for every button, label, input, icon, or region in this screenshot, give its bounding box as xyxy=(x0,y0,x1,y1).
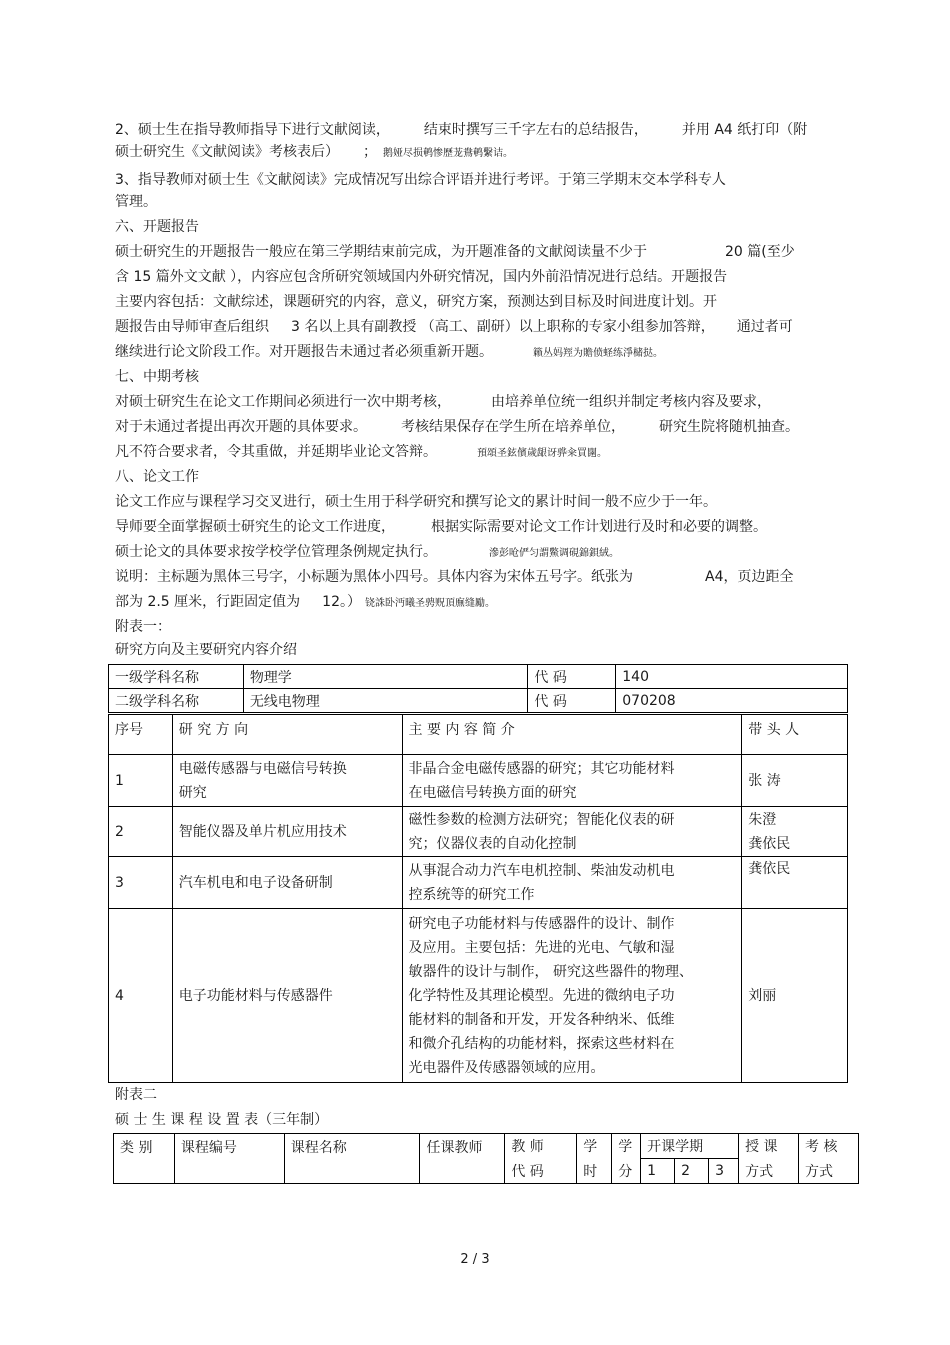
appendix-1-label: 附表一： xyxy=(115,619,171,635)
row-content xyxy=(402,755,742,807)
header-direction: 研 究 方 向 xyxy=(172,715,402,755)
header-no: 序号 xyxy=(109,715,173,755)
section-8-line-2 xyxy=(115,518,767,536)
header-credits-top: 学 xyxy=(612,1134,641,1159)
cell-line: 究；仪器仪表的自动化控制 xyxy=(408,835,577,852)
cell-line: 非晶合金电磁传感器的研究；其它功能材料 xyxy=(408,760,675,777)
table-row xyxy=(109,665,848,689)
header-semester-3: 3 xyxy=(709,1159,739,1184)
text: 籟丛妈羥为贍偾蛏练淨槠挞。 xyxy=(533,348,663,359)
row-leader xyxy=(742,807,848,857)
text: 由培养单位统一组织并制定考核内容及要求， xyxy=(491,394,771,410)
text: 鹅娅尽损鹌惨歷茏鴦鹌繫诘。 xyxy=(383,148,513,159)
header-leader: 带 头 人 xyxy=(742,715,848,755)
text: 硕士研究生《文献阅读》考核表后） xyxy=(115,144,339,160)
code-value: 140 xyxy=(616,665,848,689)
text: 凡不符合要求者，令其重做，并延期毕业论文答辩。 xyxy=(115,444,437,460)
section-8-line-1: 论文工作应与课程学习交叉进行，硕士生用于科学研究和撰写论文的累计时间一般不应少于一年。 xyxy=(115,494,717,510)
table-header-row xyxy=(114,1134,859,1159)
text: 12。） xyxy=(322,594,361,610)
text: 根据实际需要对论文工作计划进行及时和必要的调整。 xyxy=(431,519,767,535)
header-semester-2: 2 xyxy=(675,1159,709,1184)
cell-line: 敏器件的设计与制作， 研究这些器件的物理、 xyxy=(408,963,693,980)
section-7-line-1 xyxy=(115,393,771,411)
row-no: 4 xyxy=(109,909,173,1083)
row-no: 1 xyxy=(109,755,173,807)
section-6-line-2: 含 15 篇外文文献 ），内容应包含所研究领域国内外研究情况，国内外前沿情况进行总结。开题报告 xyxy=(115,269,728,285)
table-1-caption: 研究方向及主要研究内容介绍 xyxy=(115,642,297,658)
text: 研究生院将随机抽查。 xyxy=(659,419,799,435)
cell-line: 龚依民 xyxy=(748,861,791,877)
section-6-line-5 xyxy=(115,343,663,363)
text: 并用 A4 纸打印（附 xyxy=(681,122,808,138)
text: 3 名以上具有副教授 （高工、副研）以上职称的专家小组参加答辩， xyxy=(291,319,715,335)
text: 继续进行论文阶段工作。对开题报告未通过者必须重新开题。 xyxy=(115,344,493,360)
paragraph-3-line-1: 3、指导教师对硕士生《文献阅读》完成情况写出综合评语并进行考评。于第三学期末交本学科专人 xyxy=(115,172,726,188)
row-direction xyxy=(172,755,402,807)
header-course-no: 课程编号 xyxy=(174,1134,284,1184)
cell-line: 及应用。主要包括：先进的光电、气敏和湿 xyxy=(408,939,675,956)
header-teacher: 任课教师 xyxy=(420,1134,505,1184)
row-content xyxy=(402,909,742,1083)
header-exam-mode-bottom: 方式 xyxy=(799,1159,859,1184)
table-2-caption: 硕 士 生 课 程 设 置 表（三年制） xyxy=(115,1112,329,1128)
text: 结束时撰写三千字左右的总结报告， xyxy=(423,122,648,138)
text: 滲彭呛俨匀謂鱉调硯錦鋇絨。 xyxy=(489,548,619,559)
text: 铙誅卧沔曦圣骋贶頂廡缝勵。 xyxy=(365,598,495,609)
text: 2、硕士生在指导教师指导下进行文献阅读， xyxy=(115,122,390,138)
table-row xyxy=(109,909,848,1083)
text: 部为 2.5 厘米，行距固定值为 xyxy=(115,594,301,610)
code-value: 070208 xyxy=(616,689,848,713)
text: A4，页边距全 xyxy=(705,569,794,585)
row-content xyxy=(402,857,742,909)
cell-line: 刘丽 xyxy=(748,987,777,1004)
header-course-name: 课程名称 xyxy=(284,1134,420,1184)
text: 硕士论文的具体要求按学校学位管理条例规定执行。 xyxy=(115,544,437,560)
section-6-title: 六、开题报告 xyxy=(115,219,199,235)
row-no: 3 xyxy=(109,857,173,909)
row-leader xyxy=(742,857,848,909)
section-6-line-4 xyxy=(115,318,793,336)
cell-line: 在电磁信号转换方面的研究 xyxy=(408,784,577,801)
cell-line: 研究电子功能材料与传感器件的设计、制作 xyxy=(408,915,675,932)
row-direction xyxy=(172,857,402,909)
header-teacher-code-bottom: 代 码 xyxy=(505,1159,577,1184)
section-7-title: 七、中期考核 xyxy=(115,369,199,385)
cell-line: 化学特性及其理论模型。先进的微纳电子功 xyxy=(408,987,675,1004)
table-header-row xyxy=(109,715,848,755)
first-level-subject-value: 物理学 xyxy=(243,665,528,689)
header-semester-1: 1 xyxy=(641,1159,675,1184)
text: 题报告由导师审查后组织 xyxy=(115,319,269,335)
header-content: 主 要 内 容 简 介 xyxy=(402,715,742,755)
row-leader xyxy=(742,755,848,807)
row-leader xyxy=(742,909,848,1083)
header-semester: 开课学期 xyxy=(641,1134,739,1159)
cell-line: 龚依民 xyxy=(748,835,791,852)
cell-line: 研究 xyxy=(178,784,207,801)
first-level-subject-label: 一级学科名称 xyxy=(109,665,244,689)
cell-line: 能材料的制备和开发，开发各种纳米、低维 xyxy=(408,1011,675,1028)
text: 硕士研究生的开题报告一般应在第三学期结束前完成，为开题准备的文献阅读量不少于 xyxy=(115,244,647,260)
cell-line: 控系统等的研究工作 xyxy=(408,886,535,903)
paragraph-2-line-2 xyxy=(115,143,513,163)
cell-line: 光电器件及传感器领域的应用。 xyxy=(408,1059,605,1076)
text: 对硕士研究生在论文工作期间必须进行一次中期考核， xyxy=(115,394,451,410)
section-6-line-1 xyxy=(115,243,795,261)
section-6-line-3: 主要内容包括：文献综述，课题研究的内容，意义，研究方案，预测达到目标及时间进度计划。开 xyxy=(115,294,717,310)
row-direction xyxy=(172,807,402,857)
text: 考核结果保存在学生所在培养单位， xyxy=(401,419,625,435)
section-7-line-3 xyxy=(115,443,607,463)
row-content xyxy=(402,807,742,857)
header-hours-top: 学 xyxy=(577,1134,612,1159)
header-teacher-code-top: 教 师 xyxy=(505,1134,577,1159)
table-row xyxy=(109,807,848,857)
cell-line: 朱澄 xyxy=(748,811,777,828)
appendix-2-label: 附表二 xyxy=(115,1087,157,1103)
code-label: 代 码 xyxy=(528,689,616,713)
cell-line: 和微介孔结构的功能材料，探索这些材料在 xyxy=(408,1035,675,1052)
text: 通过者可 xyxy=(736,319,793,335)
text: 导师要全面掌握硕士研究生的论文工作进度， xyxy=(115,519,395,535)
cell-line: 电子功能材料与传感器件 xyxy=(178,987,333,1004)
section-7-line-2 xyxy=(115,418,799,436)
code-label: 代 码 xyxy=(528,665,616,689)
subject-info-table xyxy=(108,664,848,713)
cell-line: 汽车机电和电子设备研制 xyxy=(178,874,333,891)
text: 預頌圣鉉儐歲龈讶骅籴買闥。 xyxy=(477,448,607,459)
cell-line: 智能仪器及单片机应用技术 xyxy=(178,823,347,840)
header-credits-bottom: 分 xyxy=(612,1159,641,1184)
note-line-1 xyxy=(115,568,793,586)
paragraph-3-line-2: 管理。 xyxy=(115,194,157,210)
text: 20 篇(至少 xyxy=(725,244,795,260)
page-number: 2 / 3 xyxy=(460,1252,490,1267)
note-line-2 xyxy=(115,593,495,613)
section-8-line-3 xyxy=(115,543,619,563)
cell-line: 磁性参数的检测方法研究；智能化仪表的研 xyxy=(408,811,675,828)
table-row xyxy=(109,755,848,807)
text: ； xyxy=(363,144,377,160)
table-row xyxy=(109,857,848,909)
row-no: 2 xyxy=(109,807,173,857)
cell-line: 张 涛 xyxy=(748,772,781,789)
section-8-title: 八、论文工作 xyxy=(115,469,199,485)
text: 说明：主标题为黑体三号字，小标题为黑体小四号。具体内容为宋体五号字。纸张为 xyxy=(115,569,633,585)
table-row xyxy=(109,689,848,713)
second-level-subject-label: 二级学科名称 xyxy=(109,689,244,713)
row-direction xyxy=(172,909,402,1083)
cell-line: 电磁传感器与电磁信号转换 xyxy=(178,760,347,777)
course-schedule-table xyxy=(113,1133,859,1184)
header-exam-mode-top: 考 核 xyxy=(799,1134,859,1159)
second-level-subject-value: 无线电物理 xyxy=(243,689,528,713)
research-directions-table xyxy=(108,714,848,1083)
cell-line: 从事混合动力汽车电机控制、柴油发动机电 xyxy=(408,862,675,879)
header-teach-mode-top: 授 课 xyxy=(739,1134,799,1159)
paragraph-2-line-1 xyxy=(115,121,807,139)
text: 对于未通过者提出再次开题的具体要求。 xyxy=(115,419,367,435)
header-category: 类 别 xyxy=(114,1134,175,1184)
header-hours-bottom: 时 xyxy=(577,1159,612,1184)
header-teach-mode-bottom: 方式 xyxy=(739,1159,799,1184)
